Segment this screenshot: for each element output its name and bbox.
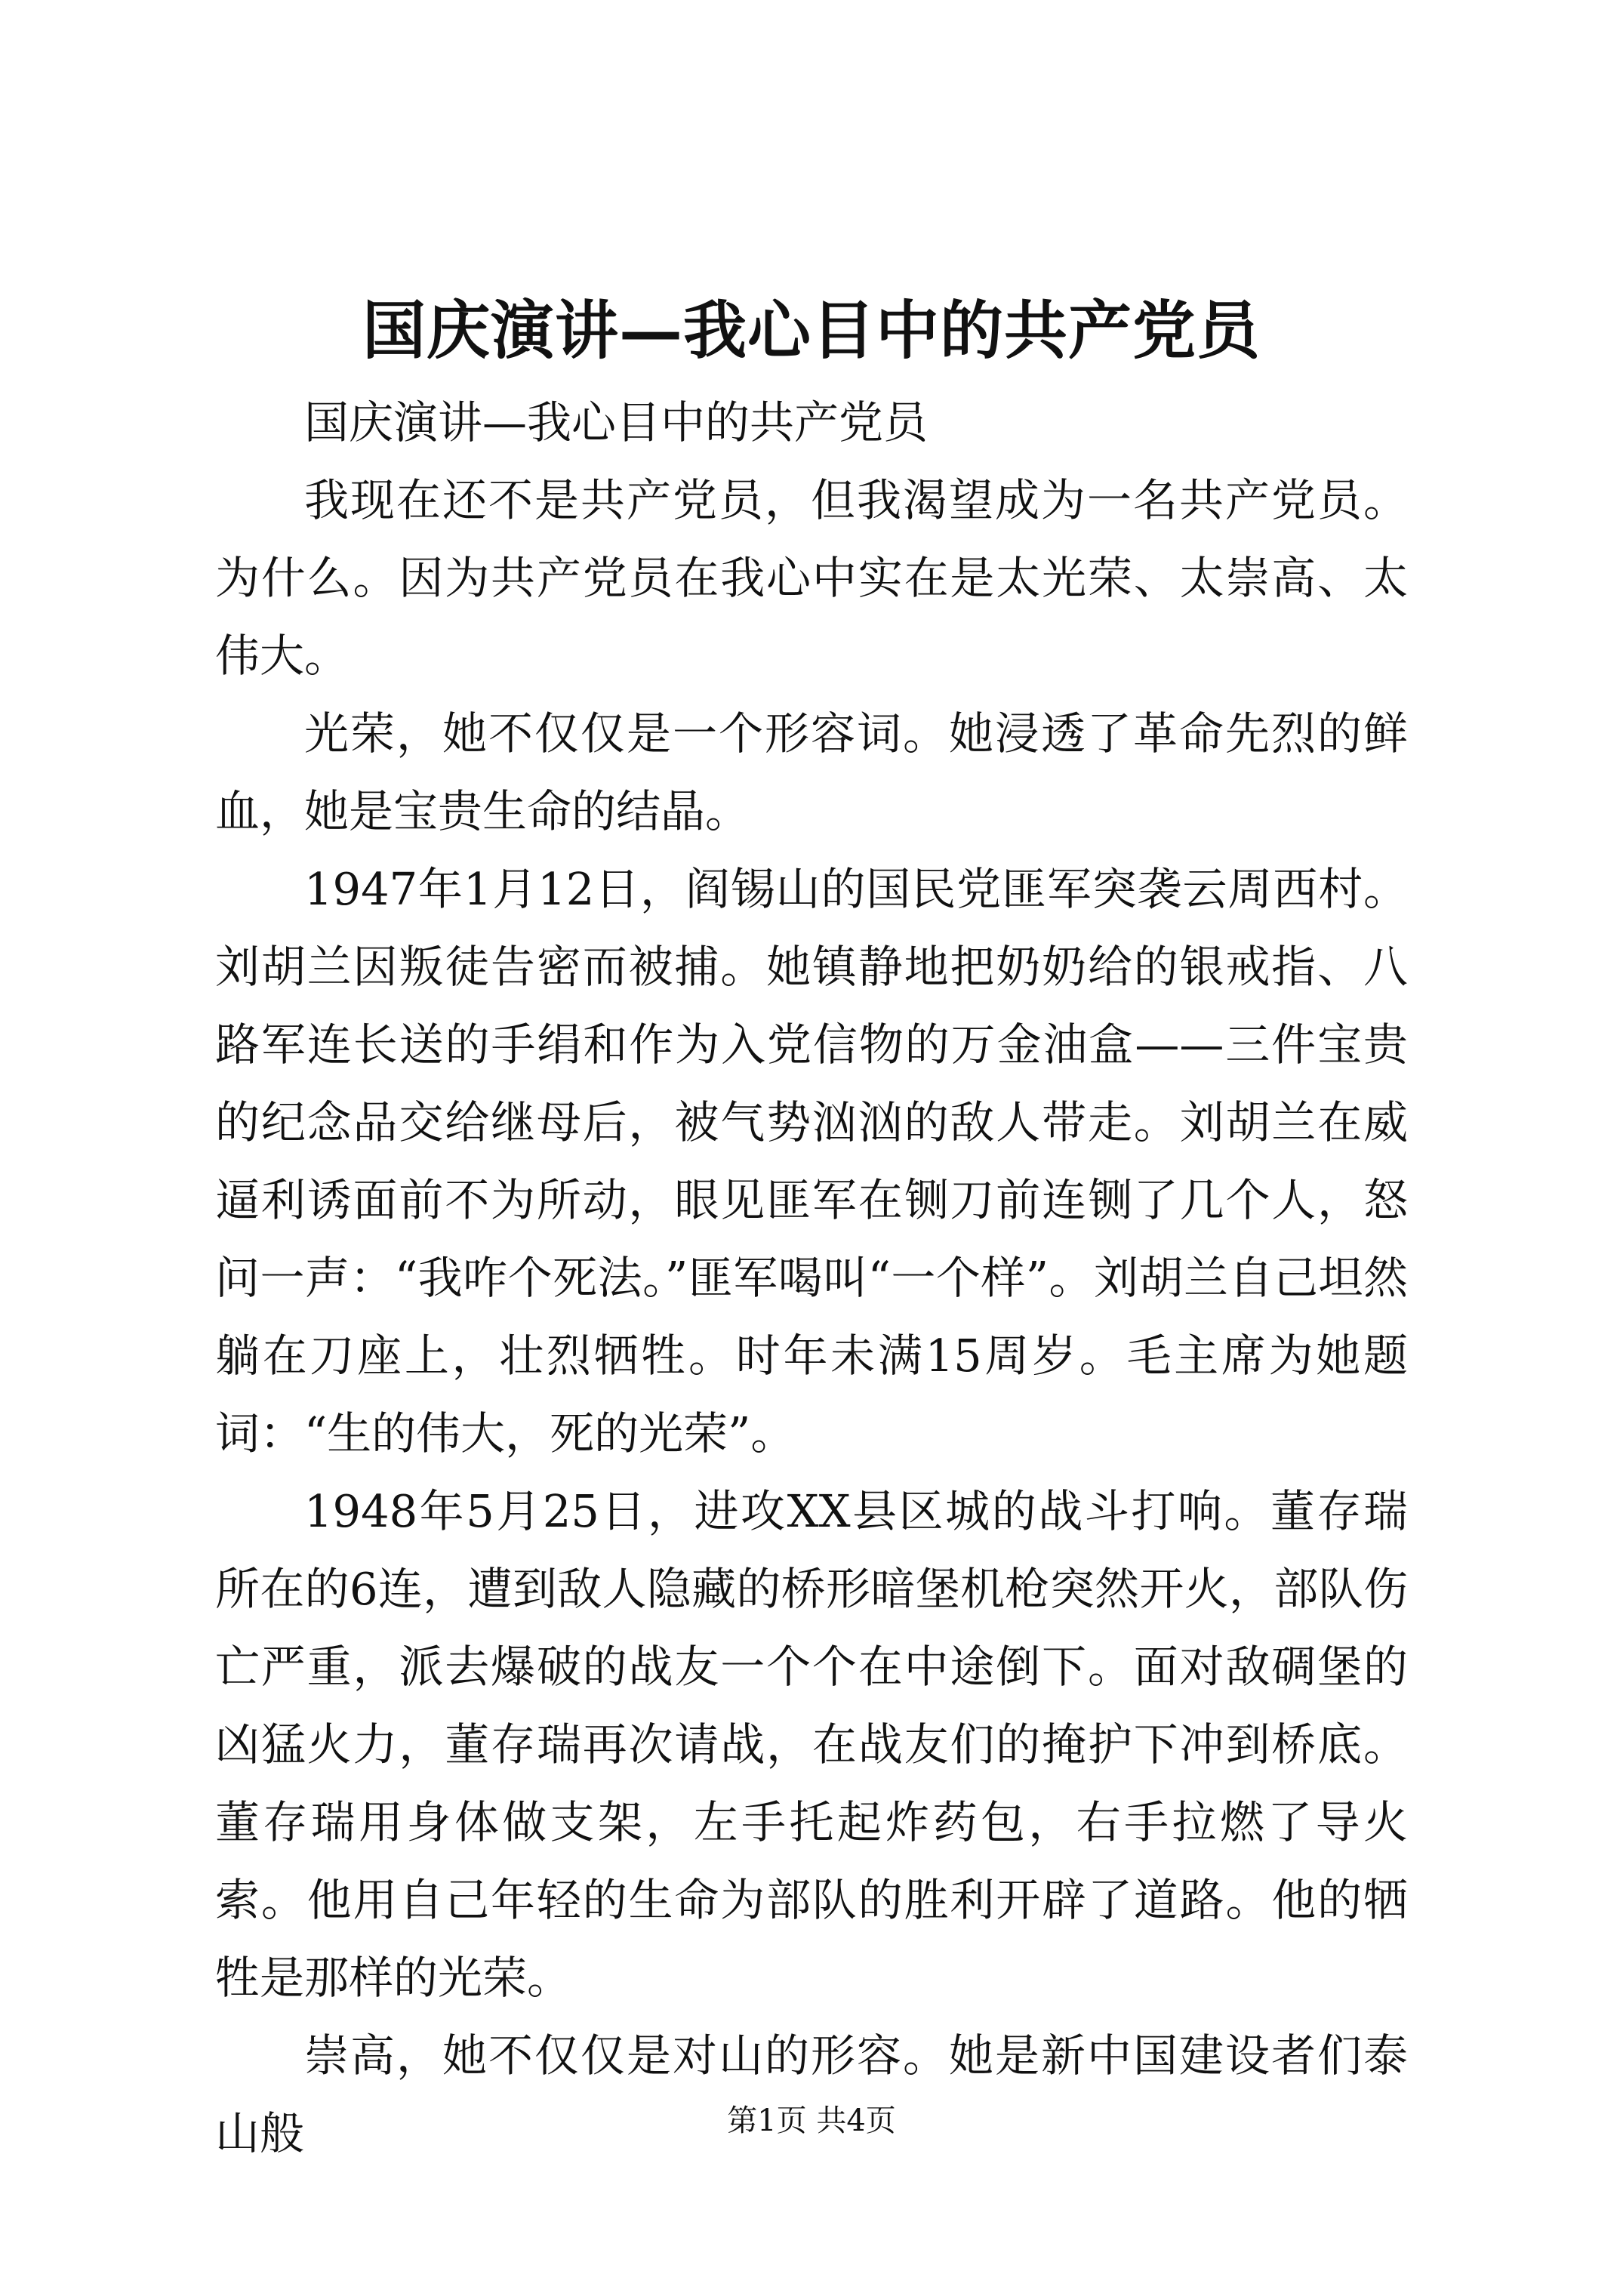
paragraph-intro: 我现在还不是共产党员，但我渴望成为一名共产党员。为什么。因为共产党员在我心中实在是太光荣、太崇高、太伟大。 [215, 474, 1408, 682]
document-title: 国庆演讲—我心目中的共产党员 [362, 293, 1261, 368]
paragraph-lofty: 崇高，她不仅仅是对山的形容。她是新中国建设者们泰山般 [215, 2029, 1408, 2159]
paragraph-dong-cunrui: 1948年5月25日，进攻XX县区城的战斗打响。董存瑞所在的6连，遭到敌人隐藏的桥形暗堡机枪突然开火，部队伤亡严重，派去爆破的战友一个个在中途倒下。面对敌碉堡的凶猛火力，董存瑞再次请战，在战友们的掩护下冲到桥底。董存瑞用身体做支架，左手托起炸药包，右手拉燃了导火索。他用自己年轻的生命为部队的胜利开辟了道路。他的牺牲是那样的光荣。 [215, 1485, 1408, 2004]
paragraph-subtitle: 国庆演讲—我心目中的共产党员 [304, 396, 929, 448]
paragraph-glory: 光荣，她不仅仅是一个形容词。她浸透了革命先烈的鲜血，她是宝贵生命的结晶。 [215, 707, 1408, 837]
paragraph-liu-hulan: 1947年1月12日，阎锡山的国民党匪军突袭云周西村。刘胡兰因叛徒告密而被捕。她镇静地把奶奶给的银戒指、八路军连长送的手绢和作为入党信物的万金油盒——三件宝贵的纪念品交给继母后，被气势汹汹的敌人带走。刘胡兰在威逼利诱面前不为所动，眼见匪军在铡刀前连铡了几个人，怒问一声：“我咋个死法。”匪军喝叫“一个样”。刘胡兰自己坦然躺在刀座上，壮烈牺牲。时年未满15周岁。毛主席为她题词：“生的伟大，死的光荣”。 [215, 863, 1408, 1459]
document-body [215, 384, 1408, 2172]
page-number-footer: 第1页 共4页 [727, 2103, 896, 2138]
